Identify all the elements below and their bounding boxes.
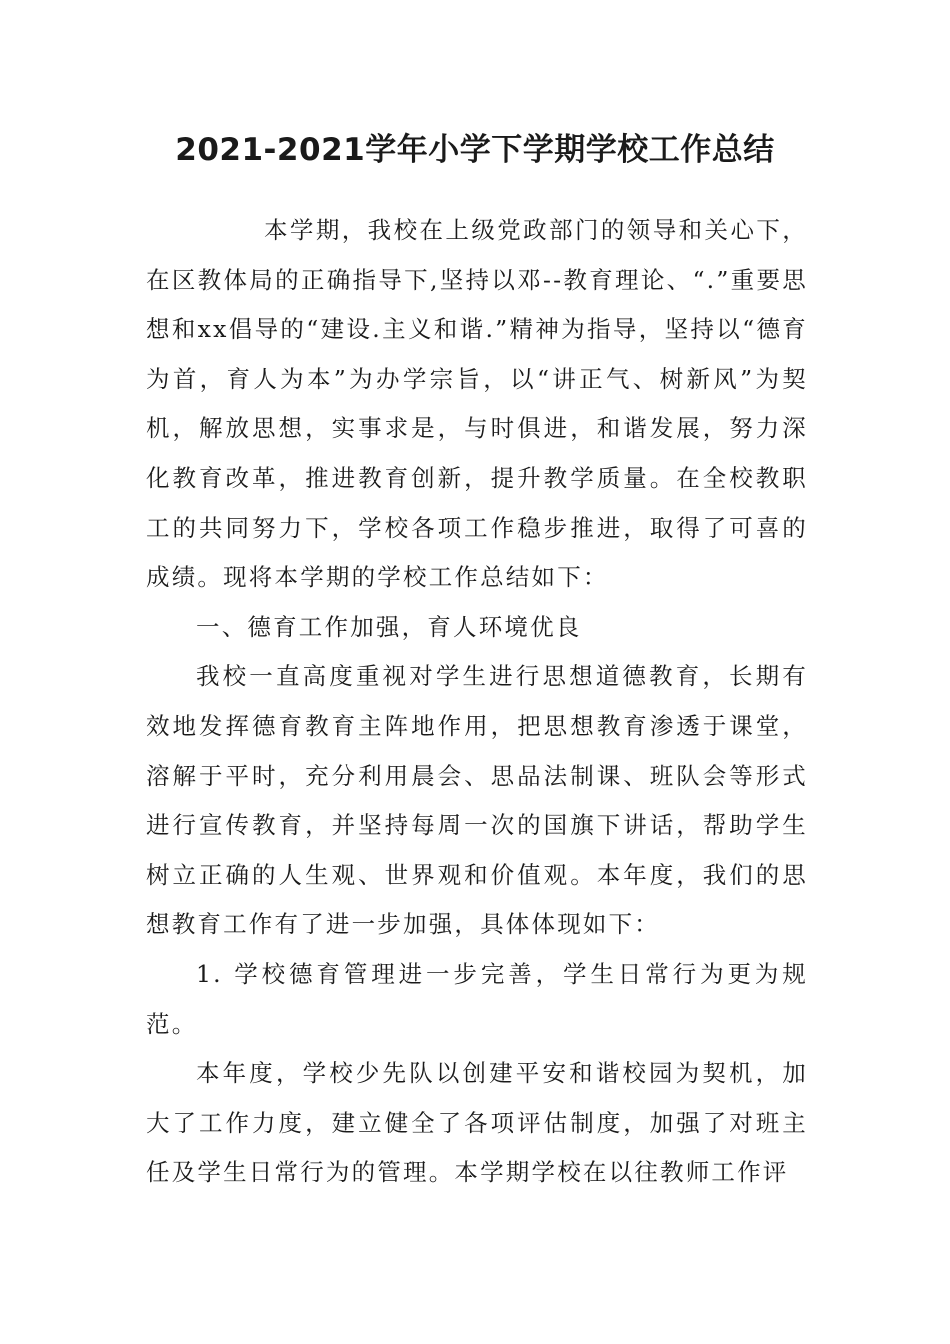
intro-paragraph: 本学期，我校在上级党政部门的领导和关心下，在区教体局的正确指导下,坚持以邓--教育理论、“.”重要思想和xx倡导的“建设.主义和谐.”精神为指导，坚持以“德育为首，育人为本”为办学宗旨，以“讲正气、树新风”为契机，解放思想，实事求是，与时俱进，和谐发展，努力深化教育改革，推进教育创新，提升教学质量。在全校教职工的共同努力下，学校各项工作稳步推进，取得了可喜的成绩。现将本学期的学校工作总结如下： xyxy=(146,216,808,592)
moral-education-paragraph: 我校一直高度重视对学生进行思想道德教育，长期有效地发挥德育教育主阵地作用，把思想教育渗透于课堂，溶解于平时，充分利用晨会、思品法制课、班队会等形式进行宣传教育，并坚持每周一次的国旗下讲话，帮助学生树立正确的人生观、世界观和价值观。本年度，我们的思想教育工作有了进一步加强，具体体现如下： xyxy=(146,662,808,939)
section-heading-moral-education: 一、德育工作加强，育人环境优良 xyxy=(196,612,582,641)
document-title: 2021-2021学年小学下学期学校工作总结 xyxy=(175,132,775,168)
subsection-heading-1: 1. 学校德育管理进一步完善，学生日常行为更为规范。 xyxy=(146,959,808,1038)
document-body xyxy=(146,206,808,1198)
management-paragraph: 本年度，学校少先队以创建平安和谐校园为契机，加大了工作力度，建立健全了各项评估制度，加强了对班主任及学生日常行为的管理。本学期学校在以往教师工作评 xyxy=(146,1059,808,1187)
